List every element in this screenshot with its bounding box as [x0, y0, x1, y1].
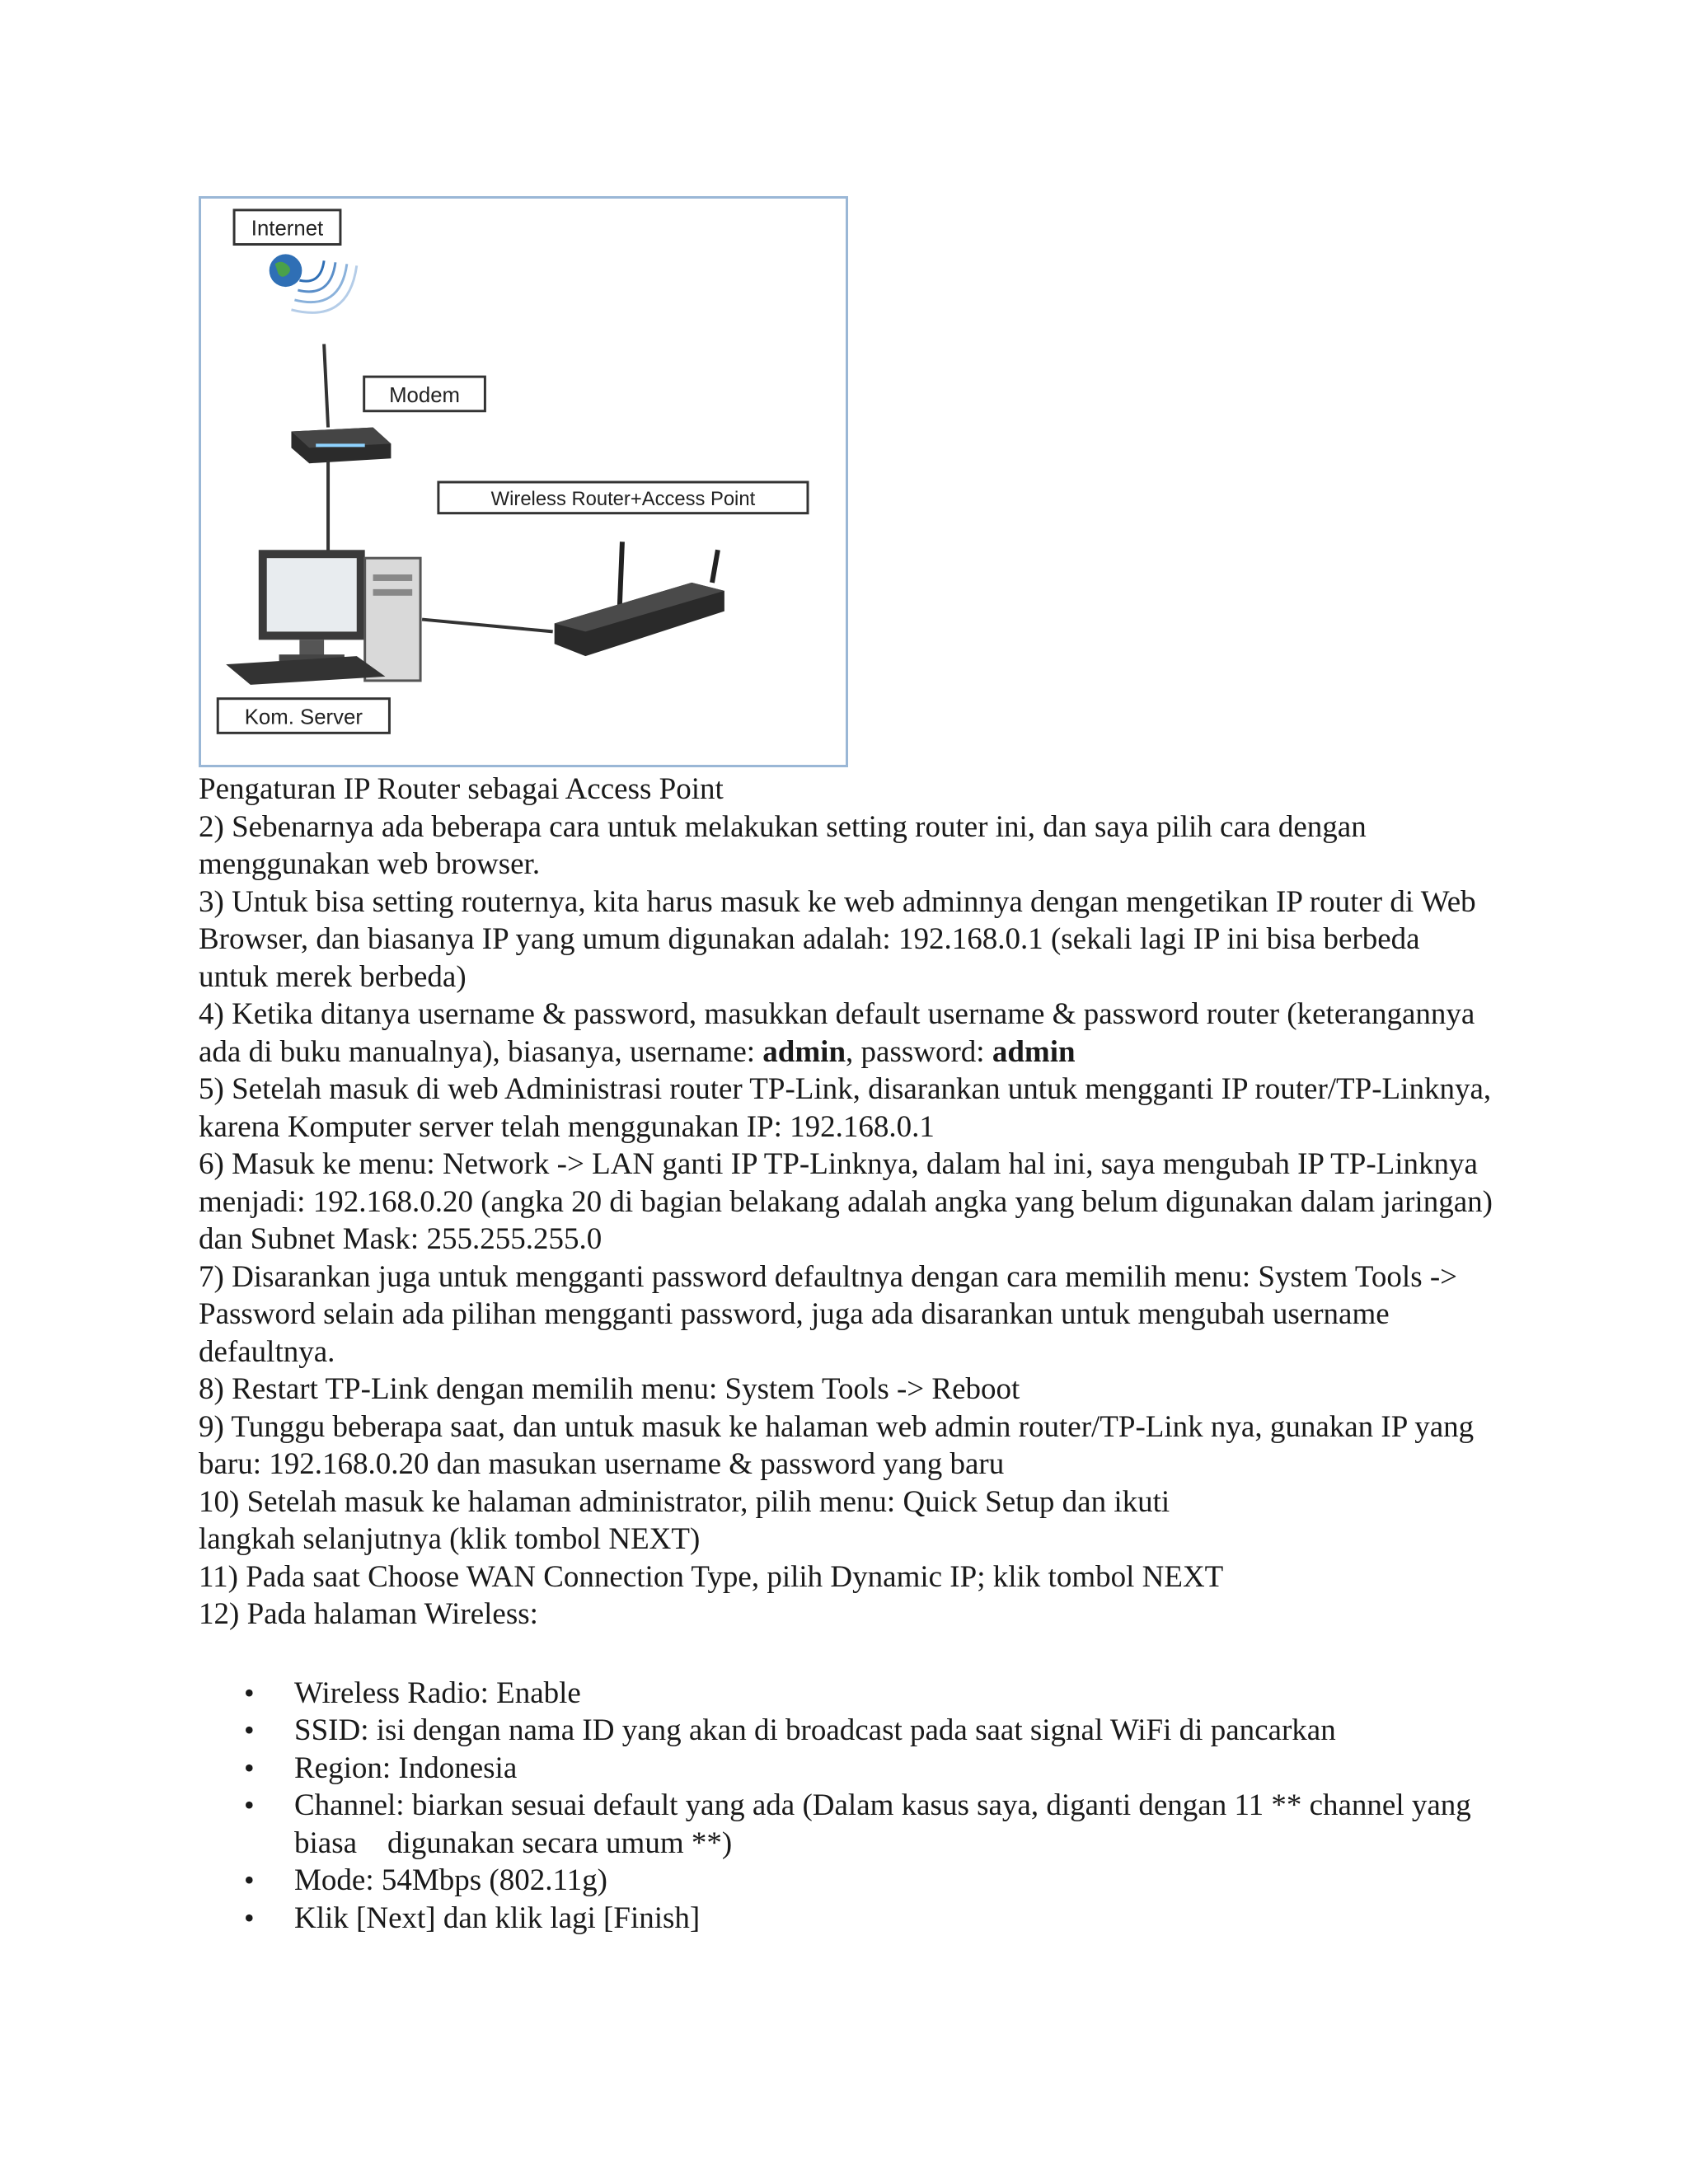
- step-3: 3) Untuk bisa setting routernya, kita harus masuk ke web adminnya dengan mengetikan IP router di Web Browser, dan biasanya IP yang umum digunakan adalah: 192.168.0.1 (sekali lagi IP ini bisa berbeda untuk merek berbeda): [199, 884, 1476, 994]
- globe-icon: [270, 254, 357, 312]
- computer-server-icon: [226, 550, 420, 685]
- step-4-text: 4) Ketika ditanya username & password, masukkan default username & password router (keterangannya ada di buku manualnya), biasanya, username:: [199, 997, 1475, 1069]
- default-username: admin: [762, 1034, 846, 1069]
- default-password: admin: [992, 1034, 1076, 1069]
- network-diagram-svg: [201, 199, 846, 765]
- server-label: Kom. Server: [244, 705, 363, 729]
- step-4-middle: , password:: [846, 1034, 992, 1069]
- step-8: 8) Restart TP-Link dengan memilih menu: System Tools -> Reboot: [199, 1372, 1020, 1406]
- wireless-settings-list: [199, 1675, 1493, 1938]
- step-6: 6) Masuk ke menu: Network -> LAN ganti IP TP-Linknya, dalam hal ini, saya mengubah IP TP-Linknya menjadi: 192.168.0.20 (angka 20 di bagian belakang adalah angka yang belum digunakan dalam jaringan) dan Subnet Mask: 255.255.255.0: [199, 1147, 1493, 1256]
- router-label: Wireless Router+Access Point: [490, 487, 756, 510]
- modem-icon: [291, 428, 391, 464]
- list-item: • SSID: isi dengan nama ID yang akan di broadcast pada saat signal WiFi di pancarkan: [199, 1712, 1493, 1750]
- link-internet-modem: [324, 344, 328, 427]
- step-5: 5) Setelah masuk di web Administrasi router TP-Link, disarankan untuk mengganti IP router/TP-Linknya, karena Komputer server telah menggunakan IP: 192.168.0.1: [199, 1072, 1492, 1144]
- step-4: [199, 996, 1493, 1071]
- step-2: 2) Sebenarnya ada beberapa cara untuk melakukan setting router ini, dan saya pilih cara dengan menggunakan web browser.: [199, 809, 1367, 881]
- figure-caption: Pengaturan IP Router sebagai Access Point: [199, 772, 724, 806]
- step-10: 10) Setelah masuk ke halaman administrator, pilih menu: Quick Setup dan ikuti: [199, 1484, 1170, 1519]
- document-body: [199, 771, 1493, 1937]
- step-12: 12) Pada halaman Wireless:: [199, 1597, 538, 1631]
- step-9: 9) Tunggu beberapa saat, dan untuk masuk ke halaman web admin router/TP-Link nya, gunakan IP yang baru: 192.168.0.20 dan masukan username & password yang baru: [199, 1409, 1475, 1481]
- list-item: • Region: Indonesia: [199, 1750, 1493, 1788]
- step-10-continued: langkah selanjutnya (klik tombol NEXT): [199, 1522, 701, 1556]
- internet-label: Internet: [251, 217, 324, 241]
- step-7: 7) Disarankan juga untuk mengganti password defaultnya dengan cara memilih menu: System Tools -> Password selain ada pilihan mengganti password, juga ada disarankan untuk mengubah username defaultnya.: [199, 1259, 1458, 1369]
- list-item: • Klik [Next] dan klik lagi [Finish]: [199, 1900, 1493, 1938]
- step-11: 11) Pada saat Choose WAN Connection Type, pilih Dynamic IP; klik tombol NEXT: [199, 1559, 1224, 1594]
- router-icon: [555, 541, 724, 656]
- link-server-router: [422, 620, 553, 632]
- spacer: [199, 1633, 1493, 1675]
- list-item: • Mode: 54Mbps (802.11g): [199, 1862, 1493, 1900]
- list-item: • Channel: biarkan sesuai default yang ada (Dalam kasus saya, diganti dengan 11 ** channel yang biasa digunakan secara umum **): [199, 1787, 1493, 1862]
- network-diagram: [199, 196, 848, 767]
- modem-label: Modem: [389, 383, 461, 407]
- list-item: • Wireless Radio: Enable: [199, 1675, 1493, 1713]
